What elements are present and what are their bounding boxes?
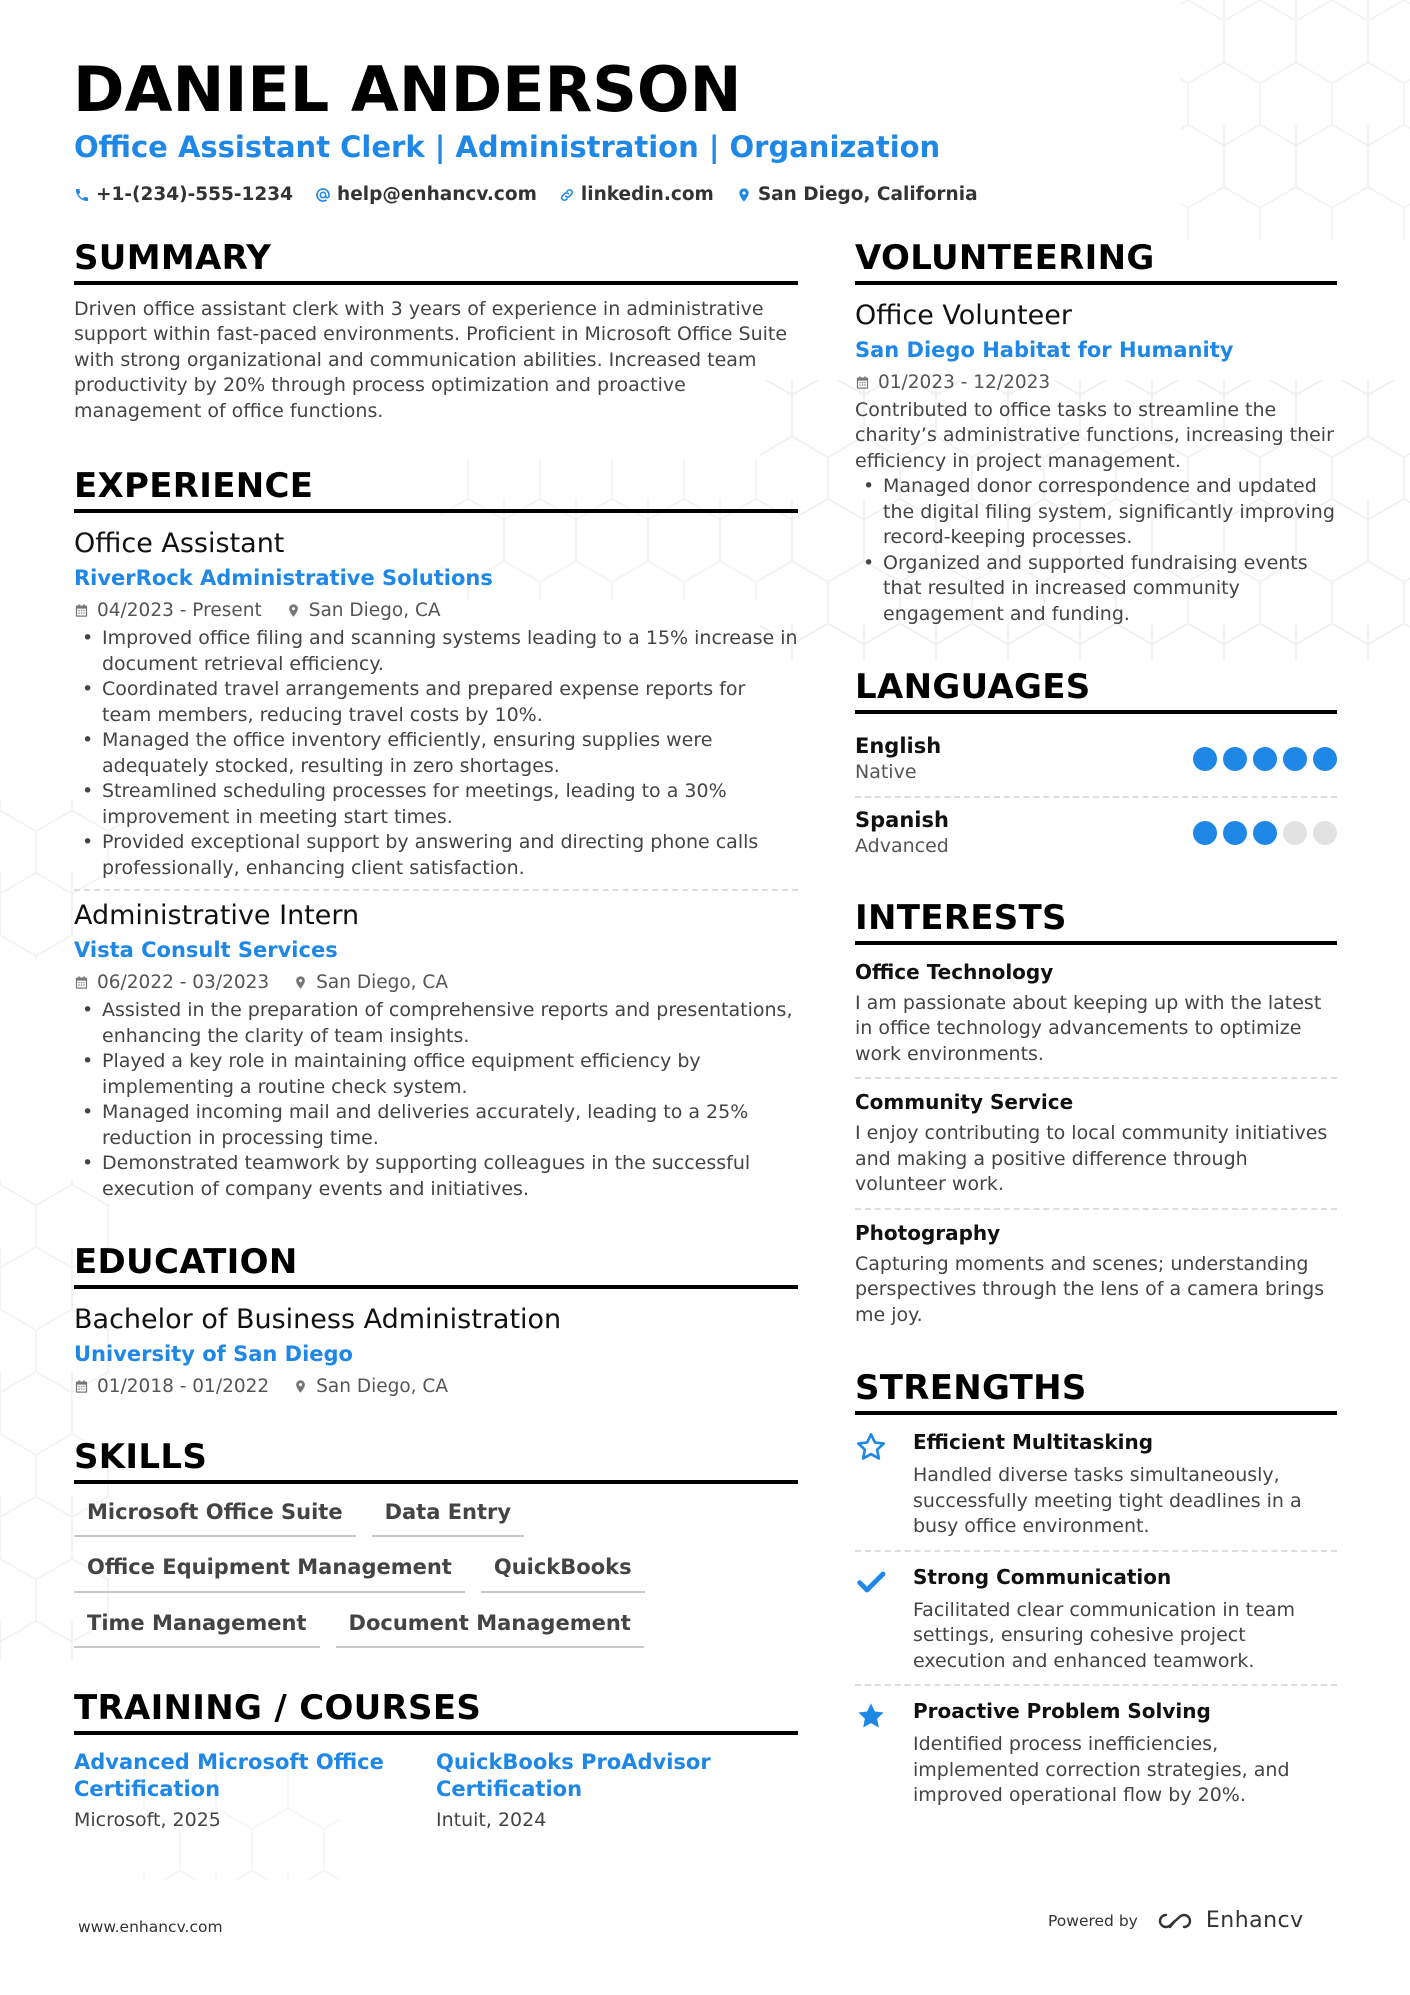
at-icon — [315, 187, 331, 203]
summary-section — [74, 238, 798, 424]
course-title[interactable]: QuickBooks ProAdvisor Certification — [436, 1749, 711, 1801]
job-dates-text: 06/2022 - 03/2023 — [97, 972, 270, 994]
rating-dot-filled — [1223, 747, 1247, 771]
star-filled-icon — [855, 1700, 887, 1732]
course-title[interactable]: Advanced Microsoft Office Certification — [74, 1749, 384, 1801]
bullet-item: • Demonstrated teamwork by supporting colleagues in the successful execution of company events and initiatives. — [74, 1151, 798, 1202]
footer-branding — [1048, 1908, 1304, 1933]
calendar-icon — [74, 975, 89, 990]
job-dates-text: 04/2023 - Present — [97, 600, 262, 622]
volunteer-org[interactable]: San Diego Habitat for Humanity — [855, 337, 1234, 362]
interest-desc: I enjoy contributing to local community initiatives and making a positive difference through volunteer work. — [855, 1122, 1328, 1196]
job-location — [293, 972, 448, 993]
location-icon — [736, 187, 752, 203]
interest-item — [855, 1089, 1337, 1198]
location-icon — [286, 603, 301, 618]
strength-desc: Identified process inefficiencies, implemented correction strategies, and improved operational flow by 20%. — [913, 1733, 1290, 1807]
headline: Office Assistant Clerk | Administration | Organization — [74, 130, 941, 164]
company-name[interactable]: Vista Consult Services — [74, 937, 338, 962]
language-item — [855, 728, 1337, 794]
candidate-name: DANIEL ANDERSON — [73, 53, 742, 126]
volunteering-heading: VOLUNTEERING — [855, 238, 1337, 285]
company-name[interactable]: RiverRock Administrative Solutions — [74, 565, 493, 590]
language-item — [855, 802, 1337, 868]
languages-section — [855, 667, 1337, 868]
interest-item — [855, 1220, 1337, 1329]
strengths-heading: STRENGTHS — [855, 1368, 1337, 1415]
education-location — [293, 1376, 448, 1397]
rating-dot-empty — [1283, 821, 1307, 845]
strength-item — [855, 1429, 1337, 1540]
summary-text: Driven office assistant clerk with 3 years of experience in administrative support within fast-paced environments. Proficient in Microsoft Office Suite with strong organizational and communication abilities. Increased team productivity by 20% through process optimization and proactive management of office functions. — [74, 297, 788, 422]
volunteer-dates-text: 01/2023 - 12/2023 — [878, 371, 1051, 393]
job-meta — [74, 600, 798, 621]
divider — [855, 1550, 1337, 1552]
summary-heading: SUMMARY — [74, 238, 798, 285]
right-column — [855, 238, 1337, 1809]
job-title: Administrative Intern — [74, 900, 360, 932]
language-level: Advanced — [855, 835, 949, 858]
education-dates-text: 01/2018 - 01/2022 — [97, 1376, 270, 1398]
rating-dot-filled — [1253, 747, 1277, 771]
skills-heading: SKILLS — [74, 1437, 798, 1484]
skill-tag: QuickBooks — [481, 1553, 645, 1592]
calendar-icon — [74, 1379, 89, 1394]
course-item — [74, 1749, 436, 1831]
contact-phone-text: +1-(234)-555-1234 — [96, 184, 294, 205]
interests-section — [855, 898, 1337, 1328]
bullet-item: • Improved office filing and scanning systems leading to a 15% increase in document retrieval efficiency. — [74, 626, 798, 677]
education-dates — [74, 1376, 269, 1397]
contact-email[interactable] — [315, 184, 537, 205]
degree-title: Bachelor of Business Administration — [74, 1303, 562, 1335]
interest-title: Photography — [855, 1220, 1001, 1245]
education-meta — [74, 1376, 798, 1397]
rating-dot-filled — [1193, 821, 1217, 845]
strength-desc: Facilitated clear communication in team settings, ensuring cohesive project execution and enhanced teamwork. — [913, 1598, 1295, 1672]
interest-title: Office Technology — [855, 959, 1054, 984]
language-name: English — [855, 734, 942, 759]
interests-heading: INTERESTS — [855, 898, 1337, 945]
language-name: Spanish — [855, 808, 949, 833]
checkmark-icon — [855, 1566, 887, 1598]
course-provider: Microsoft, 2025 — [74, 1808, 221, 1831]
contact-linkedin[interactable] — [559, 184, 714, 205]
star-outline-icon — [855, 1431, 887, 1463]
experience-section — [74, 466, 798, 1202]
volunteering-section — [855, 238, 1337, 627]
job-dates — [74, 972, 269, 993]
skills-list — [74, 1498, 798, 1648]
bullet-item: • Organized and supported fundraising events that resulted in increased community engagement and funding. — [855, 551, 1337, 628]
job-bullets — [74, 626, 798, 881]
volunteer-role: Office Volunteer — [855, 299, 1072, 331]
strength-item — [855, 1698, 1337, 1809]
brand-logo[interactable] — [1152, 1908, 1304, 1933]
strength-title: Strong Communication — [913, 1564, 1172, 1589]
rating-dot-filled — [1253, 821, 1277, 845]
divider — [855, 1208, 1337, 1210]
left-column — [74, 238, 798, 1831]
phone-icon — [74, 187, 90, 203]
job-title: Office Assistant — [74, 528, 285, 560]
strength-desc: Handled diverse tasks simultaneously, successfully meeting tight deadlines in a busy office environment. — [913, 1464, 1302, 1538]
contact-linkedin-text: linkedin.com — [580, 184, 714, 205]
course-provider: Intuit, 2024 — [436, 1808, 547, 1831]
skill-tag: Time Management — [74, 1609, 320, 1648]
bullet-item: • Managed incoming mail and deliveries accurately, leading to a 25% reduction in processing time. — [74, 1100, 798, 1151]
rating-dot-filled — [1223, 821, 1247, 845]
language-rating — [1193, 821, 1337, 845]
calendar-icon — [855, 375, 870, 390]
education-location-text: San Diego, CA — [316, 1376, 449, 1398]
training-heading: TRAINING / COURSES — [74, 1688, 798, 1735]
education-section — [74, 1242, 798, 1397]
school-name[interactable]: University of San Diego — [74, 1341, 353, 1366]
skill-tag: Microsoft Office Suite — [74, 1498, 356, 1537]
languages-heading: LANGUAGES — [855, 667, 1337, 714]
contact-location — [736, 184, 978, 205]
contact-phone[interactable] — [74, 184, 293, 205]
enhancv-logo-icon — [1152, 1909, 1198, 1933]
job-location-text: San Diego, CA — [316, 972, 449, 994]
divider — [855, 1077, 1337, 1079]
experience-item — [74, 899, 798, 1202]
contact-email-text: help@enhancv.com — [337, 184, 537, 205]
bullet-item: • Coordinated travel arrangements and prepared expense reports for team members, reducing travel costs by 10%. — [74, 677, 798, 728]
link-icon — [559, 187, 575, 203]
job-location — [286, 600, 441, 621]
job-bullets — [74, 998, 798, 1202]
skill-tag: Office Equipment Management — [74, 1553, 465, 1592]
skill-tag: Document Management — [336, 1609, 644, 1648]
bullet-item: • Assisted in the preparation of comprehensive reports and presentations, enhancing the clarity of team insights. — [74, 998, 798, 1049]
course-item — [436, 1749, 798, 1831]
powered-by-label: Powered by — [1048, 1911, 1138, 1930]
calendar-icon — [74, 603, 89, 618]
strength-title: Proactive Problem Solving — [913, 1699, 1211, 1724]
footer-website[interactable]: www.enhancv.com — [78, 1918, 223, 1936]
location-icon — [293, 975, 308, 990]
rating-dot-filled — [1313, 747, 1337, 771]
volunteer-bullets — [855, 474, 1337, 627]
skills-section — [74, 1437, 798, 1648]
strength-title: Efficient Multitasking — [913, 1430, 1154, 1455]
bullet-item: • Managed donor correspondence and updated the digital filing system, significantly improving record-keeping processes. — [855, 474, 1337, 551]
strengths-section — [855, 1368, 1337, 1808]
language-rating — [1193, 747, 1337, 771]
experience-heading: EXPERIENCE — [74, 466, 798, 513]
volunteer-text: Contributed to office tasks to streamline the charity’s administrative functions, increasing their efficiency in project management. — [855, 398, 1334, 472]
brand-name: Enhancv — [1205, 1908, 1304, 1933]
language-level: Native — [855, 761, 917, 784]
interest-desc: I am passionate about keeping up with the latest in office technology advancements to optimize work environments. — [855, 991, 1322, 1065]
interest-desc: Capturing moments and scenes; understanding perspectives through the lens of a camera brings me joy. — [855, 1252, 1325, 1326]
job-location-text: San Diego, CA — [308, 600, 441, 622]
skill-tag: Data Entry — [372, 1498, 525, 1537]
contact-bar — [74, 184, 978, 205]
divider — [855, 796, 1337, 798]
experience-item — [74, 527, 798, 881]
divider — [855, 1684, 1337, 1686]
education-heading: EDUCATION — [74, 1242, 798, 1289]
bullet-item: • Played a key role in maintaining office equipment efficiency by implementing a routine check system. — [74, 1049, 798, 1100]
bullet-item: • Streamlined scheduling processes for meetings, leading to a 30% improvement in meeting start times. — [74, 779, 798, 830]
courses-list — [74, 1749, 798, 1831]
volunteer-meta — [855, 372, 1337, 393]
location-icon — [293, 1379, 308, 1394]
rating-dot-empty — [1313, 821, 1337, 845]
bullet-item: • Managed the office inventory efficiently, ensuring supplies were adequately stocked, resulting in zero shortages. — [74, 728, 798, 779]
strength-item — [855, 1564, 1337, 1675]
rating-dot-filled — [1193, 747, 1217, 771]
job-meta — [74, 972, 798, 993]
bullet-item: • Provided exceptional support by answering and directing phone calls professionally, enhancing client satisfaction. — [74, 830, 798, 881]
divider — [74, 889, 798, 891]
volunteer-dates — [855, 372, 1050, 393]
interest-item — [855, 959, 1337, 1068]
interest-title: Community Service — [855, 1090, 1074, 1115]
job-dates — [74, 600, 262, 621]
training-section — [74, 1688, 798, 1831]
rating-dot-filled — [1283, 747, 1307, 771]
contact-location-text: San Diego, California — [757, 184, 978, 205]
